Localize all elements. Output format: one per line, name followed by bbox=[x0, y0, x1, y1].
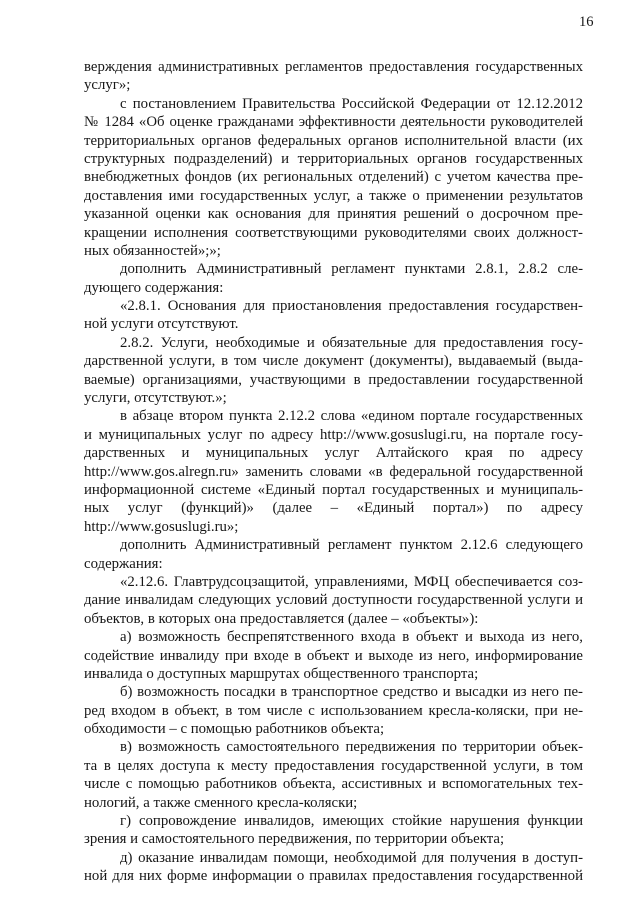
text-line: информационной системе «Единый портал государственных и муниципаль- bbox=[84, 481, 583, 498]
text-line: http://www.gos.alregn.ru» заменить словами «в федеральной государственной bbox=[84, 463, 583, 480]
text-line: нологий, а также сменного кресла-коляски; bbox=[84, 794, 358, 811]
text-line: дарственной услуги, в том числе документ (документы), выдаваемый (выда- bbox=[84, 353, 583, 370]
text-line: № 1284 «Об оценке гражданами эффективности деятельности руководителей bbox=[84, 114, 583, 131]
text-line: зрения и самостоятельного передвижения, по территории объекта; bbox=[84, 831, 505, 848]
text-line: дополнить Административный регламент пунктом 2.12.6 следующего bbox=[120, 537, 583, 554]
text-line: «2.12.6. Главтрудсоцзащитой, управлениями, МФЦ обеспечивается соз- bbox=[120, 573, 583, 590]
text-line: б) возможность посадки в транспортное средство и высадки из него пе- bbox=[120, 684, 583, 701]
text-line: внебюджетных фондов (их региональных отделений) с учетом качества пре- bbox=[84, 169, 583, 186]
text-line: кращении исполнения соответствующими руководителями своих должност- bbox=[84, 224, 583, 241]
text-line: ных обязанностей»;»; bbox=[84, 242, 221, 259]
text-line: 2.8.2. Услуги, необходимые и обязательные для предоставления госу- bbox=[120, 334, 583, 351]
text-line: с постановлением Правительства Российской Федерации от 12.12.2012 bbox=[120, 95, 583, 112]
text-line: http://www.gosuslugi.ru»; bbox=[84, 518, 239, 535]
text-line: доставления ими государственных услуг, а также о применении результатов bbox=[84, 187, 583, 204]
text-line: ваемые) организациями, участвующими в предоставлении государственной bbox=[84, 371, 583, 388]
text-line: та в целях доступа к месту предоставления государственной услуги, в том bbox=[84, 757, 583, 774]
page-number: 16 bbox=[579, 14, 594, 30]
text-line: указанной оценки как основания для принятия решений о досрочном пре- bbox=[84, 206, 583, 223]
text-line: услуг»; bbox=[84, 77, 131, 94]
text-line: а) возможность беспрепятственного входа в объект и выхода из него, bbox=[120, 629, 583, 646]
text-line: верждения административных регламентов предоставления государственных bbox=[84, 59, 583, 75]
text-line: инвалида о доступных маршрутах общественного транспорта; bbox=[84, 665, 479, 682]
text-line: в) возможность самостоятельного передвижения по территории объек- bbox=[120, 739, 583, 756]
text-line: обходимости – с помощью работников объекта; bbox=[84, 721, 385, 738]
text-line: услуги, отсутствуют.»; bbox=[84, 390, 227, 407]
text-line: дарственных и муниципальных услуг Алтайского края по адресу bbox=[84, 445, 583, 462]
text-line: д) оказание инвалидам помощи, необходимой для получения в доступ- bbox=[120, 849, 583, 866]
text-line: дополнить Административный регламент пунктами 2.8.1, 2.8.2 сле- bbox=[120, 261, 583, 278]
text-line: дующего содержания: bbox=[84, 279, 224, 296]
text-line: и муниципальных услуг по адресу http://www.gosuslugi.ru, на портале госу- bbox=[84, 426, 583, 443]
text-line: ной услуги отсутствуют. bbox=[84, 316, 239, 333]
text-line: числе с помощью работников объекта, ассистивных и вспомогательных тех- bbox=[84, 776, 583, 793]
text-line: ред входом в объект, в том числе с использованием кресла-коляски, при не- bbox=[84, 702, 583, 719]
text-line: г) сопровождение инвалидов, имеющих стойкие нарушения функции bbox=[120, 813, 583, 830]
text-line: «2.8.1. Основания для приостановления предоставления государствен- bbox=[120, 298, 583, 315]
text-line: в абзаце втором пункта 2.12.2 слова «едином портале государственных bbox=[120, 408, 583, 425]
text-line: ной для них форме информации о правилах предоставления государственной bbox=[84, 868, 583, 885]
text-line: содействие инвалиду при входе в объект и выходе из него, информирование bbox=[84, 647, 583, 664]
text-line: дание инвалидам следующих условий доступности государственной услуги и bbox=[84, 592, 583, 609]
text-line: ных услуг (функций)» (далее – «Единый портал») по адресу bbox=[84, 500, 583, 517]
text-line: содержания: bbox=[84, 555, 163, 572]
text-line: структурных подразделений) и территориальных органов государственных bbox=[84, 150, 583, 167]
text-line: объектов, в которых она предоставляется (далее – «объекты»): bbox=[84, 610, 479, 627]
text-line: территориальных органов федеральных органов исполнительной власти (их bbox=[84, 132, 583, 149]
document-body bbox=[84, 58, 583, 886]
